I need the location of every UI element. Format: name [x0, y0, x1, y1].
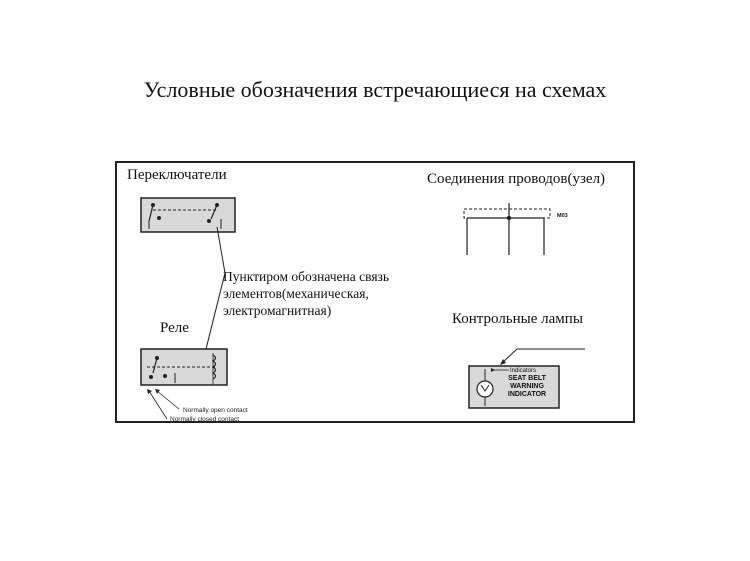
- nc-pointer-line: [149, 391, 167, 419]
- switch-contact-dot: [157, 216, 161, 220]
- seatbelt-indicator-text: SEAT BELT WARNING INDICATOR: [507, 375, 547, 398]
- note-leader-line: [203, 273, 225, 361]
- wire-nodes-label: Соединения проводов(узел): [427, 171, 606, 187]
- normally-open-label: Normally open contact: [183, 407, 248, 414]
- normally-closed-label: Normally closed contact: [170, 416, 239, 423]
- slide-title: Условные обозначения встречающиеся на схемах: [143, 77, 607, 102]
- lamp-bulb-icon: [477, 381, 493, 397]
- node-junction-dot: [507, 216, 511, 220]
- node-dashed-frame: [464, 209, 550, 218]
- switches-label: Переключатели: [127, 167, 227, 183]
- switch-contact-dot: [207, 219, 211, 223]
- dashed-note-label: Пунктиром обозначена связь элементов(механическая, электромагнитная): [223, 269, 390, 318]
- lamps-label: Контрольные лампы: [452, 311, 583, 327]
- relay-contact-dot: [149, 375, 153, 379]
- note-leader-line: [217, 227, 225, 273]
- indicators-label: Indicators: [510, 368, 537, 374]
- no-pointer-line: [157, 391, 179, 409]
- legend-figure: [115, 161, 635, 423]
- relay-label: Реле: [160, 320, 189, 336]
- node-tag-label: M03: [557, 213, 568, 219]
- relay-contact-dot: [163, 374, 167, 378]
- nc-pointer-arrow: [147, 389, 152, 394]
